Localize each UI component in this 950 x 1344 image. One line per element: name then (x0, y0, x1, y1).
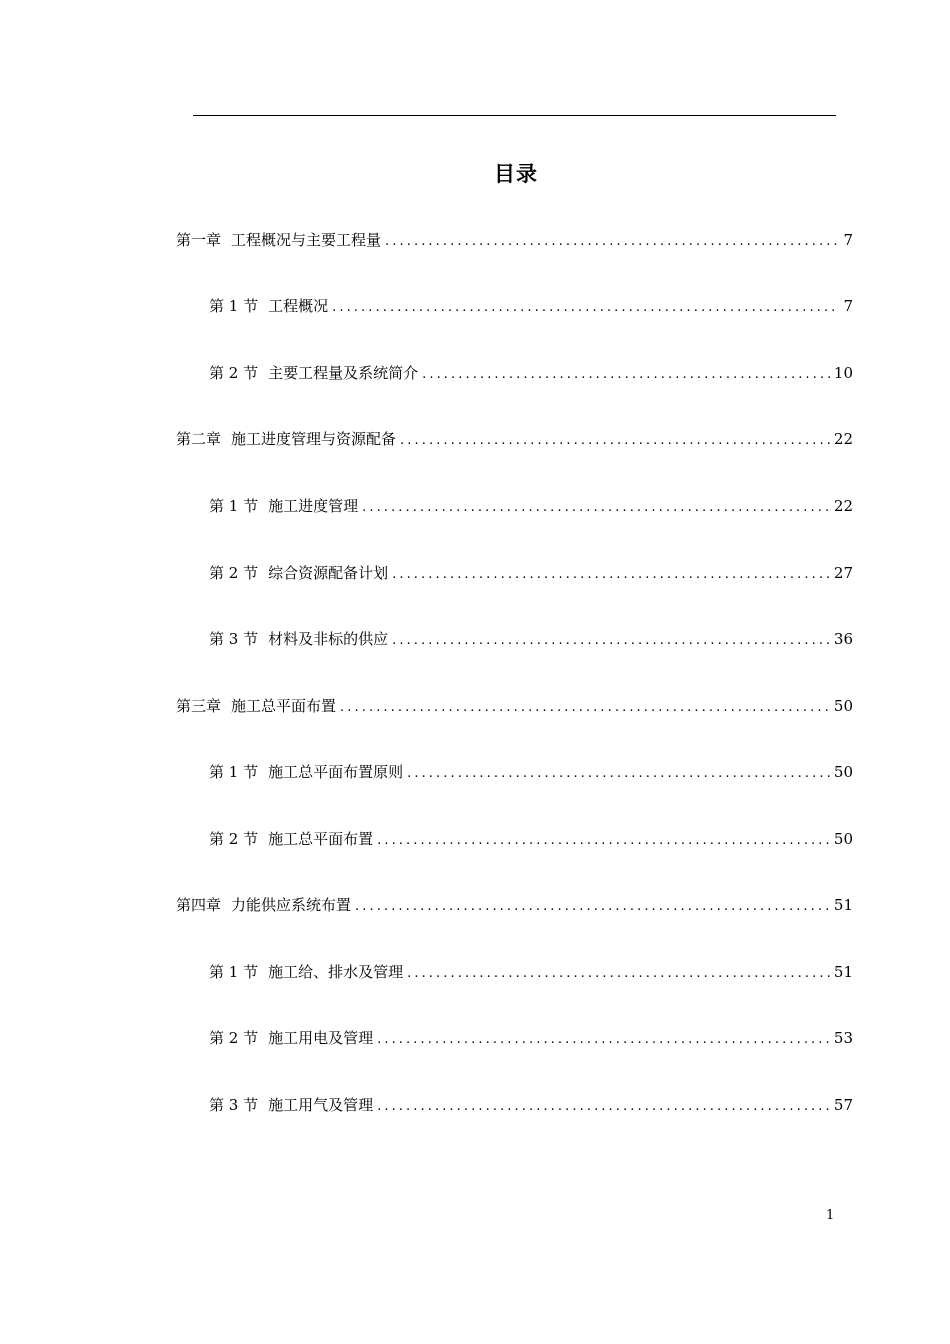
dot-leader (377, 830, 830, 852)
dot-leader (362, 497, 830, 519)
toc-entry-title: 工程概况与主要工程量 (231, 231, 382, 249)
toc-entry-number: 第 1 节 (209, 963, 259, 981)
toc-entry-chapter[interactable] (176, 428, 853, 450)
toc-entry-number: 第三章 (176, 697, 222, 715)
toc-entry-page: 22 (833, 497, 853, 515)
toc-entry-chapter[interactable] (176, 229, 853, 251)
toc-title: 目录 (494, 162, 538, 186)
toc-entry-page: 7 (843, 231, 853, 249)
toc-entry-section[interactable] (209, 295, 853, 317)
toc-entry-title: 主要工程量及系统简介 (268, 364, 419, 382)
toc-entry-title: 施工给、排水及管理 (268, 963, 404, 981)
toc-entry-title: 力能供应系统布置 (231, 896, 352, 914)
toc-entry-page: 36 (833, 630, 853, 648)
toc-entry-title: 工程概况 (268, 297, 329, 315)
toc-entry-title: 施工进度管理 (268, 497, 359, 515)
toc-entry-section[interactable] (209, 562, 853, 584)
toc-entry-number: 第 2 节 (209, 564, 259, 582)
toc-entry-page: 10 (833, 364, 853, 382)
toc-entry-chapter[interactable] (176, 695, 853, 717)
dot-leader (392, 630, 830, 652)
dot-leader (377, 1096, 830, 1118)
toc-entry-page: 27 (833, 564, 853, 582)
toc-entry-title: 材料及非标的供应 (268, 630, 389, 648)
toc-entry-section[interactable] (209, 362, 853, 384)
toc-entry-section[interactable] (209, 628, 853, 650)
toc-entry-title: 施工总平面布置 (231, 697, 337, 715)
toc-entry-number: 第 2 节 (209, 1029, 259, 1047)
toc-entry-page: 22 (833, 430, 853, 448)
dot-leader (392, 564, 830, 586)
toc-entry-page: 50 (833, 697, 853, 715)
toc-entry-number: 第二章 (176, 430, 222, 448)
toc-entry-title: 施工进度管理与资源配备 (231, 430, 397, 448)
toc-entry-title: 施工总平面布置 (268, 830, 374, 848)
page-number: 1 (826, 1208, 835, 1223)
toc-entry-section[interactable] (209, 1027, 853, 1049)
dot-leader (355, 896, 830, 918)
toc-entry-title: 施工总平面布置原则 (268, 763, 404, 781)
toc-entry-number: 第 2 节 (209, 830, 259, 848)
toc-entry-title: 综合资源配备计划 (268, 564, 389, 582)
toc-entry-section[interactable] (209, 761, 853, 783)
toc-entry-page: 51 (833, 963, 853, 981)
dot-leader (422, 364, 830, 386)
toc-entry-page: 51 (833, 896, 853, 914)
dot-leader (340, 697, 830, 719)
toc-entry-section[interactable] (209, 495, 853, 517)
toc-entry-number: 第 1 节 (209, 297, 259, 315)
toc-entry-section[interactable] (209, 828, 853, 850)
toc-entry-number: 第 3 节 (209, 1096, 259, 1114)
dot-leader (407, 763, 830, 785)
toc-entry-number: 第 1 节 (209, 497, 259, 515)
toc-entry-page: 50 (833, 830, 853, 848)
toc-entry-number: 第一章 (176, 231, 222, 249)
dot-leader (385, 231, 839, 253)
dot-leader (377, 1029, 830, 1051)
toc-entry-title: 施工用气及管理 (268, 1096, 374, 1114)
toc-entry-section[interactable] (209, 1094, 853, 1116)
toc-entry-section[interactable] (209, 961, 853, 983)
toc-entry-chapter[interactable] (176, 894, 853, 916)
toc-entry-number: 第四章 (176, 896, 222, 914)
toc-entry-page: 50 (833, 763, 853, 781)
toc-entry-page: 57 (833, 1096, 853, 1114)
dot-leader (400, 430, 830, 452)
toc-entry-number: 第 1 节 (209, 763, 259, 781)
toc-entry-page: 53 (833, 1029, 853, 1047)
toc-entry-page: 7 (843, 297, 853, 315)
toc-entry-number: 第 2 节 (209, 364, 259, 382)
toc-entry-title: 施工用电及管理 (268, 1029, 374, 1047)
dot-leader (407, 963, 830, 985)
dot-leader (332, 297, 839, 319)
toc-entry-number: 第 3 节 (209, 630, 259, 648)
